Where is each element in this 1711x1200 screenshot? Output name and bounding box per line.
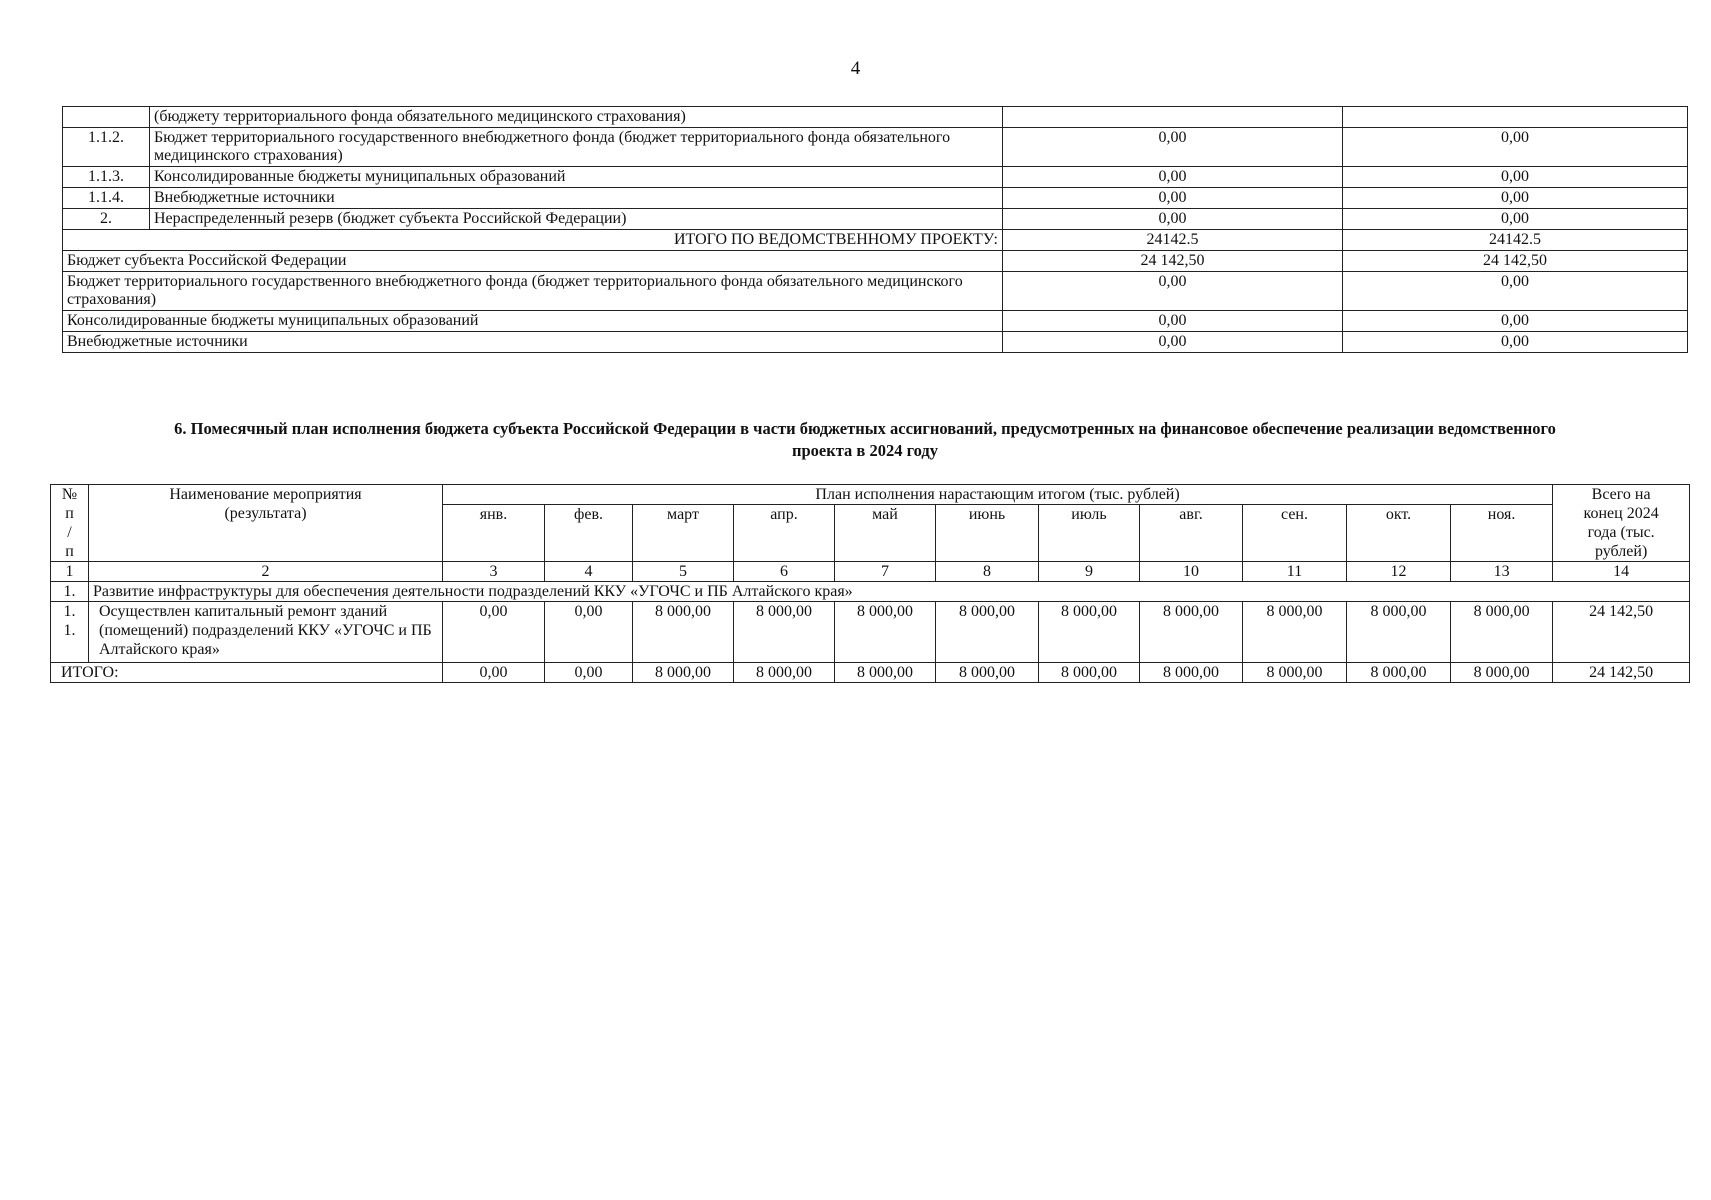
summary-name: Бюджет субъекта Российской Федерации xyxy=(63,251,1003,272)
item-row xyxy=(51,602,1690,663)
column-number: 12 xyxy=(1347,562,1451,582)
month-value: 8 000,00 xyxy=(734,602,835,663)
month-value: 8 000,00 xyxy=(1451,602,1553,663)
month-header: март xyxy=(633,505,734,562)
month-value: 8 000,00 xyxy=(936,602,1039,663)
month-value: 8 000,00 xyxy=(835,602,936,663)
total-month-value: 0,00 xyxy=(545,663,633,683)
column-number: 1 xyxy=(51,562,89,582)
column-numbers-row xyxy=(51,562,1690,582)
header-row xyxy=(51,485,1690,505)
total-month-value: 8 000,00 xyxy=(936,663,1039,683)
section-6-title-line2: проекта в 2024 году xyxy=(791,441,939,460)
month-value: 8 000,00 xyxy=(633,602,734,663)
total-month-value: 0,00 xyxy=(443,663,545,683)
month-value: 0,00 xyxy=(545,602,633,663)
month-value: 8 000,00 xyxy=(1039,602,1140,663)
column-number: 5 xyxy=(633,562,734,582)
column-number: 9 xyxy=(1039,562,1140,582)
total-label: ИТОГО ПО ВЕДОМСТВЕННОМУ ПРОЕКТУ: xyxy=(63,230,1003,251)
row-name: Нераспределенный резерв (бюджет субъекта Российской Федерации) xyxy=(150,209,1003,230)
table-row xyxy=(63,209,1688,230)
summary-value-1: 24 142,50 xyxy=(1003,251,1343,272)
header-name: Наименование мероприятия (результата) xyxy=(89,485,443,562)
row-value-1: 0,00 xyxy=(1003,209,1343,230)
header-total: Всего на конец 2024 года (тыс. рублей) xyxy=(1553,485,1690,562)
summary-value-1: 0,00 xyxy=(1003,332,1343,353)
row-number: 1.1.3. xyxy=(63,167,150,188)
summary-name: Консолидированные бюджеты муниципальных образований xyxy=(63,311,1003,332)
row-value-2: 0,00 xyxy=(1343,209,1688,230)
row-number: 1.1.2. xyxy=(63,128,150,167)
month-header: авг. xyxy=(1140,505,1243,562)
row-name: Бюджет территориального государственного внебюджетного фонда (бюджет территориального фонда обязательного медицинского страхования) xyxy=(150,128,1003,167)
header-plan-group: План исполнения нарастающим итогом (тыс. рублей) xyxy=(443,485,1553,505)
total-month-value: 8 000,00 xyxy=(1243,663,1347,683)
summary-value-2: 0,00 xyxy=(1343,311,1688,332)
month-value: 8 000,00 xyxy=(1140,602,1243,663)
total-label: ИТОГО: xyxy=(51,663,443,683)
grand-total: 24 142,50 xyxy=(1553,663,1690,683)
item-name: Осуществлен капитальный ремонт зданий (помещений) подразделений ККУ «УГОЧС и ПБ Алтайского края» xyxy=(89,602,443,663)
column-number: 11 xyxy=(1243,562,1347,582)
column-number: 4 xyxy=(545,562,633,582)
column-number: 2 xyxy=(89,562,443,582)
column-number: 8 xyxy=(936,562,1039,582)
funding-sources-table xyxy=(62,106,1688,353)
row-name: Внебюджетные источники xyxy=(150,188,1003,209)
column-number: 6 xyxy=(734,562,835,582)
page-number: 4 xyxy=(850,58,861,79)
row-value-1: 0,00 xyxy=(1003,167,1343,188)
table-row xyxy=(63,128,1688,167)
row-number: 1.1.4. xyxy=(63,188,150,209)
month-header: апр. xyxy=(734,505,835,562)
table-row xyxy=(63,188,1688,209)
total-value-1: 24142.5 xyxy=(1003,230,1343,251)
summary-name: Бюджет территориального государственного внебюджетного фонда (бюджет территориального фонда обязательного медицинского страхования) xyxy=(63,272,1003,311)
column-number: 7 xyxy=(835,562,936,582)
month-value: 0,00 xyxy=(443,602,545,663)
header-num: № п / п xyxy=(51,485,89,562)
table-row xyxy=(63,107,1688,128)
total-month-value: 8 000,00 xyxy=(1039,663,1140,683)
total-month-value: 8 000,00 xyxy=(734,663,835,683)
month-header: май xyxy=(835,505,936,562)
row-name: Консолидированные бюджеты муниципальных образований xyxy=(150,167,1003,188)
column-number: 3 xyxy=(443,562,545,582)
row-number xyxy=(63,107,150,128)
total-month-value: 8 000,00 xyxy=(633,663,734,683)
month-header: окт. xyxy=(1347,505,1451,562)
monthly-plan-table xyxy=(50,484,1690,683)
row-number: 2. xyxy=(63,209,150,230)
row-name: (бюджету территориального фонда обязательного медицинского страхования) xyxy=(150,107,1003,128)
row-value-2: 0,00 xyxy=(1343,128,1688,167)
summary-value-1: 0,00 xyxy=(1003,311,1343,332)
table-row xyxy=(63,167,1688,188)
month-header: июнь xyxy=(936,505,1039,562)
column-number: 10 xyxy=(1140,562,1243,582)
summary-name: Внебюджетные источники xyxy=(63,332,1003,353)
column-number: 14 xyxy=(1553,562,1690,582)
row-value-1: 0,00 xyxy=(1003,128,1343,167)
summary-value-1: 0,00 xyxy=(1003,272,1343,311)
row-value-2 xyxy=(1343,107,1688,128)
row-value-1 xyxy=(1003,107,1343,128)
item-number: 1. 1. xyxy=(51,602,89,663)
total-row xyxy=(63,230,1688,251)
row-value-2: 0,00 xyxy=(1343,167,1688,188)
section-row xyxy=(51,582,1690,602)
summary-value-2: 0,00 xyxy=(1343,272,1688,311)
total-month-value: 8 000,00 xyxy=(835,663,936,683)
summary-row xyxy=(63,272,1688,311)
month-header: сен. xyxy=(1243,505,1347,562)
month-value: 8 000,00 xyxy=(1243,602,1347,663)
month-value: 8 000,00 xyxy=(1347,602,1451,663)
section-6-title xyxy=(70,418,1660,462)
row-value-2: 0,00 xyxy=(1343,188,1688,209)
month-header: ноя. xyxy=(1451,505,1553,562)
total-month-value: 8 000,00 xyxy=(1347,663,1451,683)
total-month-value: 8 000,00 xyxy=(1140,663,1243,683)
section-number: 1. xyxy=(51,582,89,602)
section-name: Развитие инфраструктуры для обеспечения деятельности подразделений ККУ «УГОЧС и ПБ Алтайского края» xyxy=(89,582,1690,602)
summary-value-2: 0,00 xyxy=(1343,332,1688,353)
summary-value-2: 24 142,50 xyxy=(1343,251,1688,272)
month-header: июль xyxy=(1039,505,1140,562)
total-month-value: 8 000,00 xyxy=(1451,663,1553,683)
summary-row xyxy=(63,251,1688,272)
total-value-2: 24142.5 xyxy=(1343,230,1688,251)
total-row xyxy=(51,663,1690,683)
item-total: 24 142,50 xyxy=(1553,602,1690,663)
summary-row xyxy=(63,311,1688,332)
row-value-1: 0,00 xyxy=(1003,188,1343,209)
section-6-title-line1: 6. Помесячный план исполнения бюджета субъекта Российской Федерации в части бюджетных ассигнований, предусмотренных на финансовое обеспечение реализации ведомственного xyxy=(174,419,1556,438)
month-header: янв. xyxy=(443,505,545,562)
column-number: 13 xyxy=(1451,562,1553,582)
summary-row xyxy=(63,332,1688,353)
month-header: фев. xyxy=(545,505,633,562)
